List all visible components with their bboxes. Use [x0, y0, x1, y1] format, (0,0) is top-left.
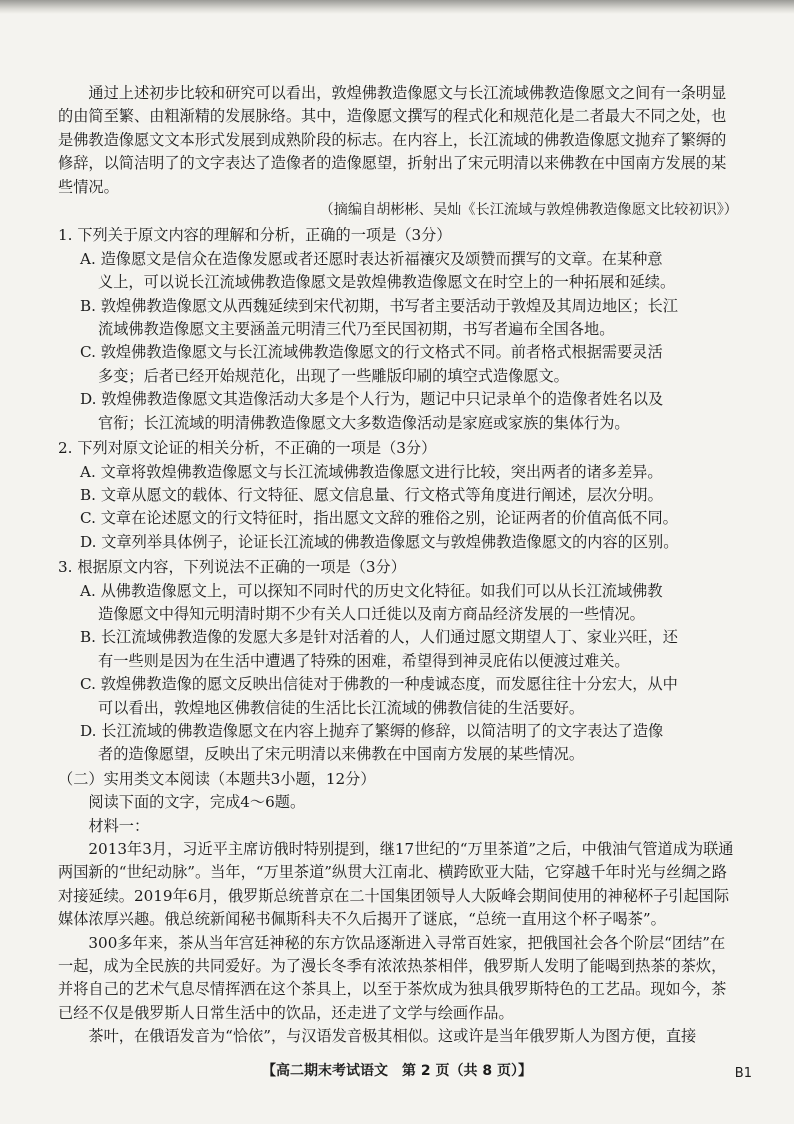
option-d: D. 文章列举具体例子，论证长江流域的佛教造像愿文与敦煌佛教造像愿文的内容的区别。: [80, 532, 679, 551]
option-b: B. 敦煌佛教造像愿文从西魏延续到宋代初期，书写者主要活动于敦煌及其周边地区；长江 流域佛教造像愿文主要涵盖元明清三代乃至民国初期，书写者遍布全国各地。: [80, 296, 678, 339]
material-label: 材料一：: [88, 816, 150, 835]
option-a: A. 从佛教造像愿文上，可以探知不同时代的历史文化特征。如我们可以从长江流域佛教 造像愿文中得知元明清时期不少有关人口迁徙以及南方商品经济发展的一些情况。: [80, 581, 663, 623]
question-stem: 1. 下列关于原文内容的理解和分析，正确的一项是（3分）: [58, 226, 452, 245]
option-b: B. 文章从愿文的载体、行文特征、愿文信息量、行文格式等角度进行阐述，层次分明。: [80, 485, 663, 504]
option-a: A. 造像愿文是信众在造像发愿或者还愿时表达祈福禳灾及颂赞而撰写的文章。在某种意 义上，可以说长江流域佛教造像愿文是敦煌佛教造像愿文在时空上的一种拓展和延续。: [80, 249, 676, 292]
option-a: A. 文章将敦煌佛教造像愿文与长江流域佛教造像愿文进行比较，突出两者的诸多差异。: [80, 462, 663, 481]
question-3: [58, 556, 738, 767]
scan-top-edge: [0, 0, 794, 14]
question-2: [58, 437, 738, 554]
question-stem: 2. 下列对原文论证的相关分析，不正确的一项是（3分）: [58, 439, 437, 458]
material-paragraph-1: 2013年3月，习近平主席访俄时特别提到，继17世纪的“万里茶道”之后，中俄油气管道成为联通两国新的“世纪动脉”。当年，“万里茶道”纵贯大江南北、横跨欧亚大陆，它穿越千年时光与丝绸之路对接延续。2019年6月，俄罗斯总统普京在二十国集团领导人大阪峰会期间使用的神秘杯子引起国际媒体浓厚兴趣。俄总统新闻秘书佩斯科夫不久后揭开了谜底，“总统一直用这个杯子喝茶”。: [58, 840, 734, 929]
option-d: D. 长江流域的佛教造像愿文在内容上抛弃了繁缛的修辞，以简洁明了的文字表达了造像 者的造像愿望，反映出了宋元明清以来佛教在中国南方发展的某些情况。: [80, 721, 664, 764]
page-footer: 【高二期末考试语文 第 2 页（共 8 页）】: [262, 1063, 532, 1079]
option-c: C. 敦煌佛教造像愿文与长江流域佛教造像愿文的行文格式不同。前者格式根据需要灵活 多变；后者已经开始规范化，出现了一些雕版印刷的填空式造像愿文。: [80, 343, 663, 385]
option-b: B. 长江流域佛教造像的发愿大多是针对活着的人，人们通过愿文期望人丁、家业兴旺，还 有一些则是因为在生活中遭遇了特殊的困难，希望得到神灵庇佑以便渡过难关。: [80, 628, 678, 670]
material-paragraph-3: 茶叶，在俄语发音为“恰依”，与汉语发音极其相似。这或许是当年俄罗斯人为图方便，直接: [88, 1027, 697, 1046]
citation: （摘编自胡彬彬、吴灿《长江流域与敦煌佛教造像愿文比较初识》）: [319, 202, 738, 219]
option-c: C. 敦煌佛教造像的愿文反映出信徒对于佛教的一种虔诚态度，而发愿往往十分宏大，从中 可以看出，敦煌地区佛教信徒的生活比长江流域的佛教信徒的生活要好。: [80, 675, 678, 717]
option-d: D. 敦煌佛教造像愿文其造像活动大多是个人行为，题记中只记录单个的造像者姓名以及 官衔；长江流域的明清佛教造像愿文大多数造像活动是家庭或家族的集体行为。: [80, 390, 664, 432]
question-1: [58, 224, 738, 435]
intro-paragraph: 通过上述初步比较和研究可以看出，敦煌佛教造像愿文与长江流域佛教造像愿文之间有一条明显的由简至繁、由粗渐精的发展脉络。其中，造像愿文撰写的程式化和规范化是二者最大不同之处，也是佛教造像愿文文本形式发展到成熟阶段的标志。在内容上，长江流域的佛教造像愿文抛弃了繁缛的修辞，以简洁明了的文字表达了造像者的造像愿望，折射出了宋元明清以来佛教在中国南方发展的某些情况。: [58, 84, 727, 196]
document-page: [58, 82, 738, 1049]
option-c: C. 文章在论述愿文的行文特征时，指出愿文文辞的雅俗之别，论证两者的价值高低不同。: [80, 509, 678, 528]
material-paragraph-2: 300多年来，茶从当年宫廷神秘的东方饮品逐渐进入寻常百姓家，把俄国社会各个阶层“团结”在一起，成为全民族的共同爱好。为了漫长冬季有浓浓热茶相伴，俄罗斯人发明了能喝到热茶的茶炊，并将自己的艺术气息尽情挥洒在这个茶具上，以至于茶炊成为独具俄罗斯特色的工艺品。现如今，茶已经不仅是俄罗斯人日常生活中的饮品，还走进了文学与绘画作品。: [58, 933, 727, 1022]
section-instruction: 阅读下面的文字，完成4～6题。: [88, 793, 306, 812]
page-code: B1: [734, 1066, 752, 1081]
section-heading: （二）实用类文本阅读（本题共3小题，12分）: [58, 769, 376, 788]
question-stem: 3. 根据原文内容，下列说法不正确的一项是（3分）: [58, 558, 406, 577]
